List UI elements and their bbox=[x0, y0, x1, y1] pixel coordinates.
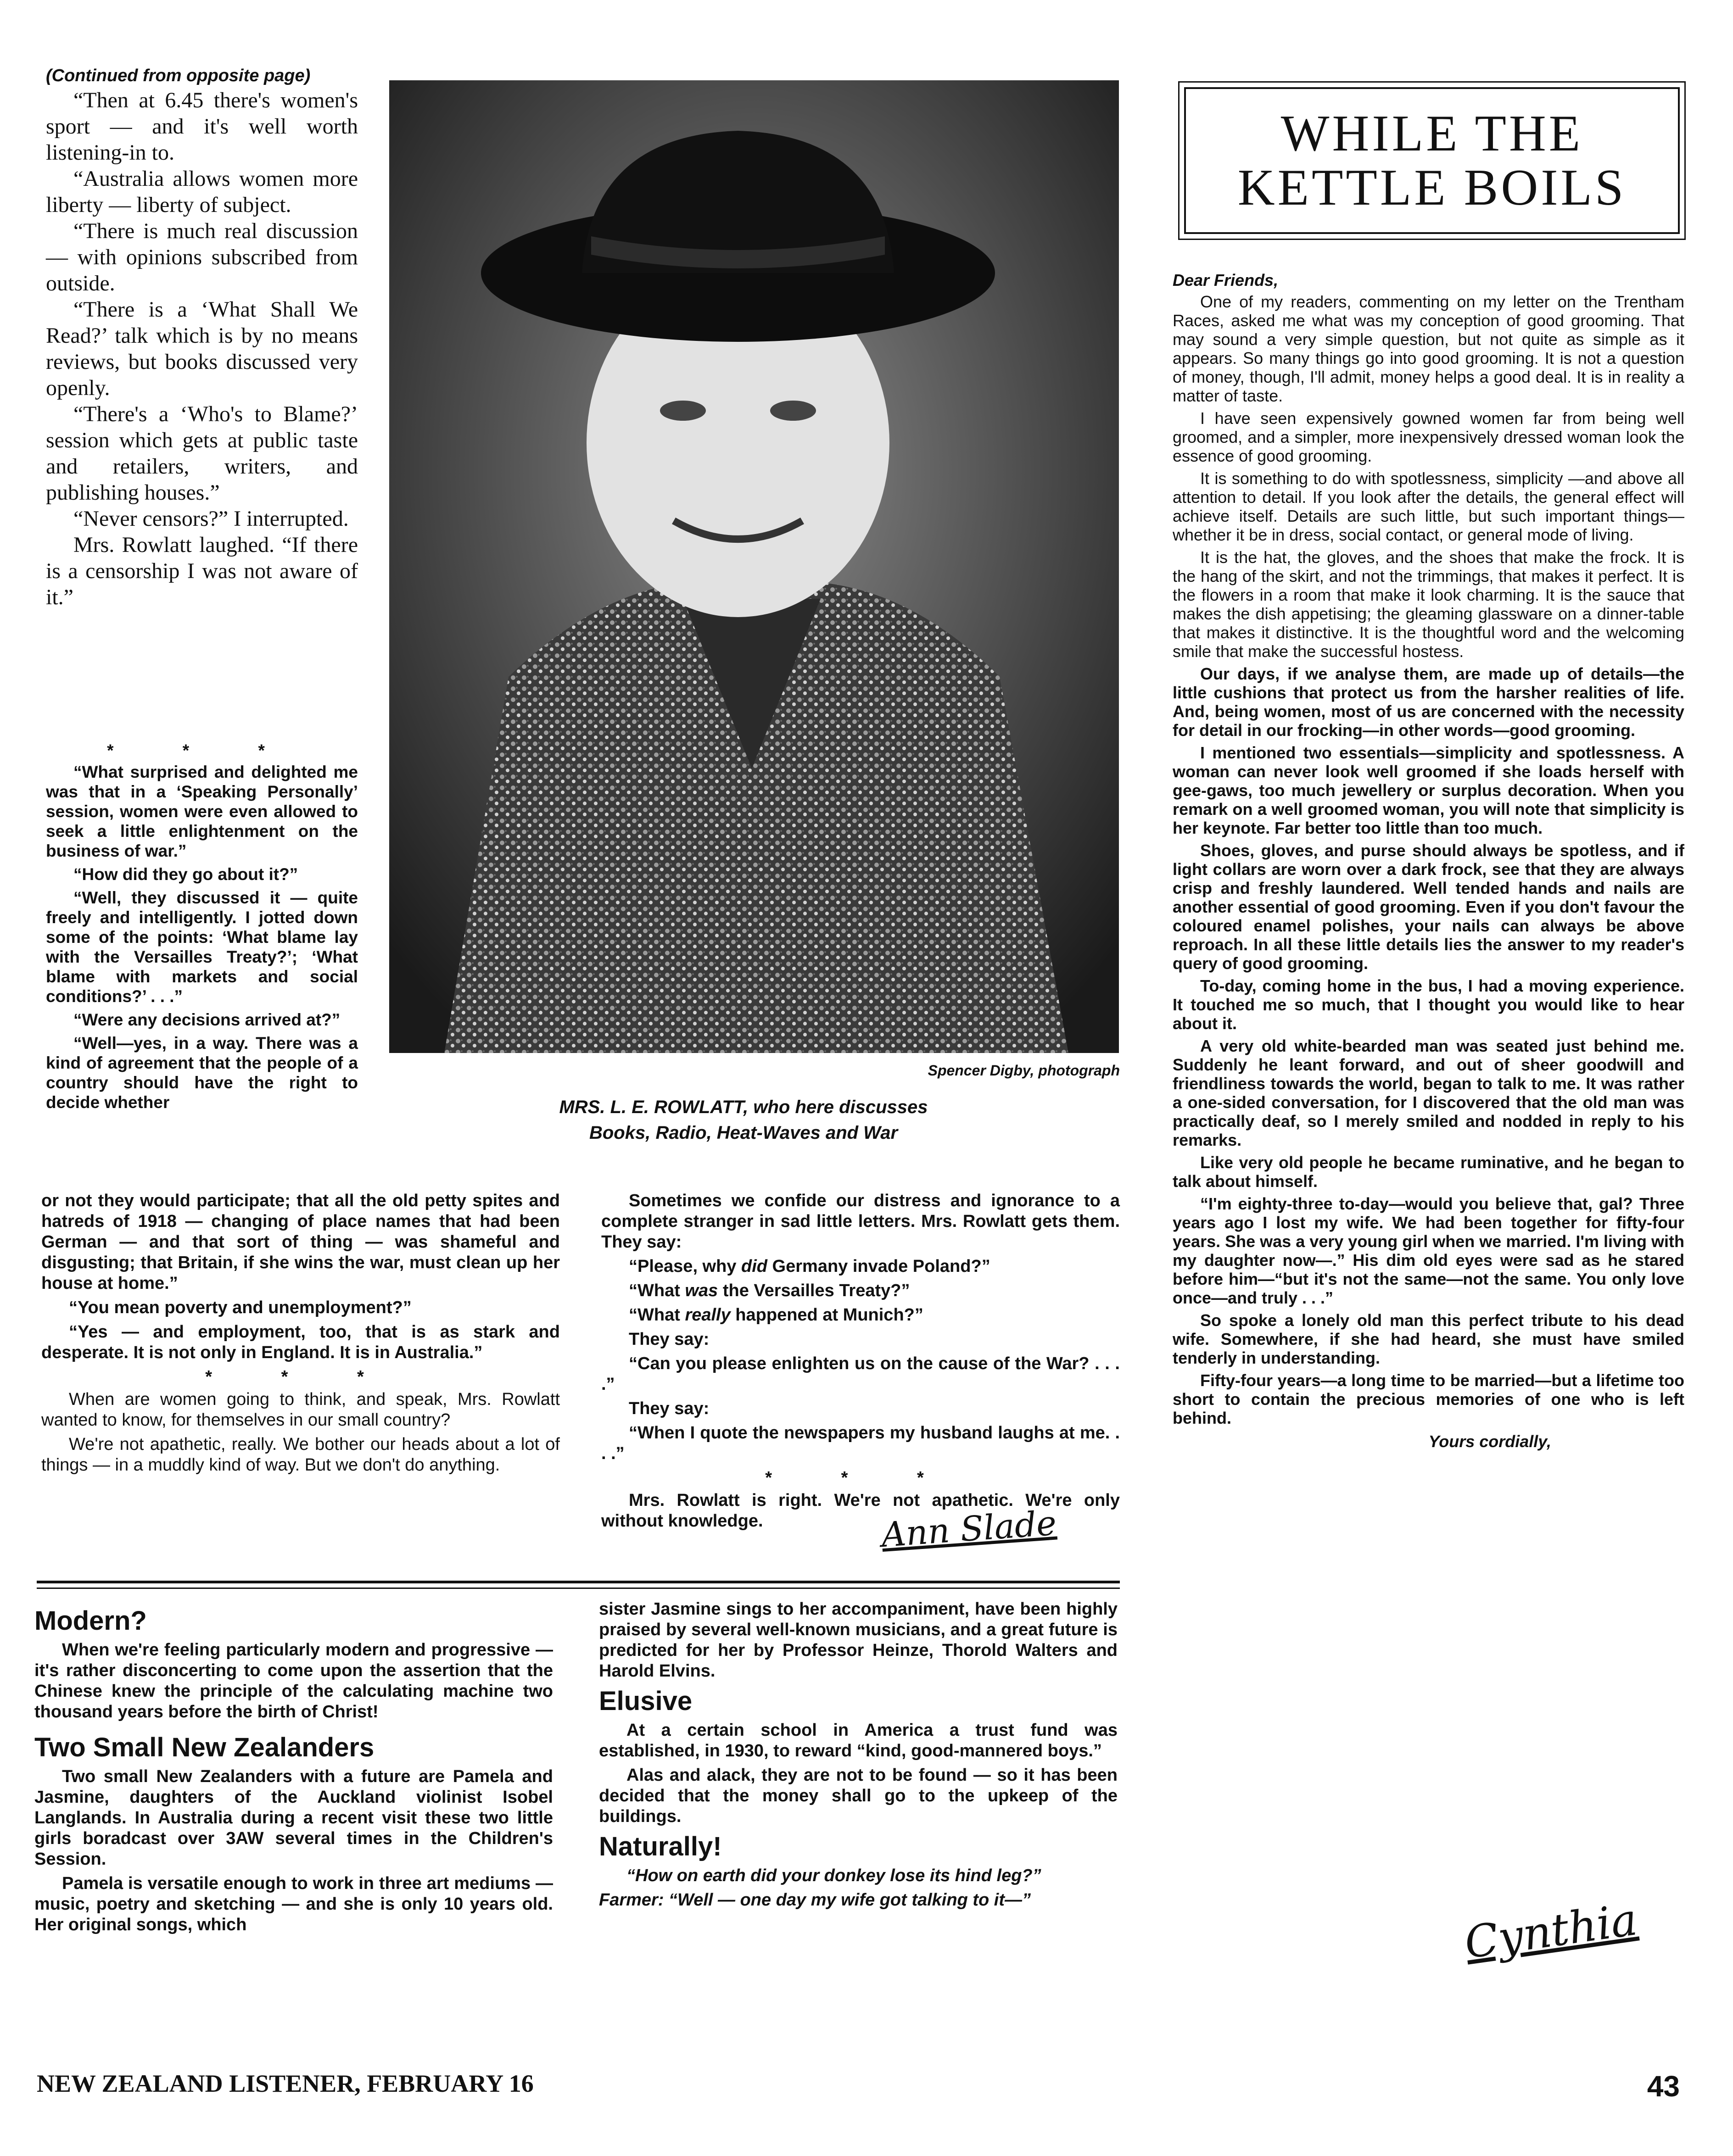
paragraph: or not they would participate; that all the old petty spites and hatreds of 1918 — changing of place names that had been German — and that sort of thing — was shameful and disgusting; that Britain, if she wins the war, must clean up her house at home.” bbox=[41, 1191, 560, 1293]
caption-line: Books, Radio, Heat-Waves and War bbox=[589, 1123, 898, 1143]
salutation: Dear Friends, bbox=[1173, 271, 1279, 290]
question: “Can you please enlighten us on the cause of the War? . . . .” bbox=[601, 1354, 1120, 1394]
paragraph: They say: bbox=[629, 1399, 710, 1418]
paragraph: Shoes, gloves, and purse should always be spotless, and if light collars are worn over a dark frock, see that they are always crisp and freshly laundered. Well tended hands and nails are another essential of good grooming. Even if you don't favour the coloured enamel polishes, your nails can always be above reproach. In all these little details lies the answer to my reader's query of good grooming. bbox=[1173, 841, 1684, 973]
paragraph: At a certain school in America a trust fund was established, in 1930, to reward “kind, good-mannered boys.” bbox=[599, 1721, 1118, 1760]
question bbox=[601, 1305, 1120, 1326]
signature-cynthia: Cynthia bbox=[1461, 1894, 1641, 1969]
paragraph: I have seen expensively gowned women far from being well groomed, and a simpler, more inexpensively dressed woman look the essence of good grooming. bbox=[1173, 409, 1684, 465]
lower-left-column bbox=[41, 1191, 560, 1479]
paragraph: To-day, coming home in the bus, I had a moving experience. It touched me so much, that I thought you would like to hear about it. bbox=[1173, 976, 1684, 1033]
kettle-boils-title-box bbox=[1184, 87, 1680, 234]
section-stars: * * * bbox=[205, 1367, 396, 1387]
question bbox=[601, 1281, 1120, 1301]
q-text: Germany invade Poland?” bbox=[767, 1257, 990, 1276]
right-column bbox=[1173, 271, 1684, 1451]
paragraph: “Were any decisions arrived at?” bbox=[73, 1010, 341, 1029]
paragraph: “How did they go about it?” bbox=[73, 865, 298, 884]
caption-line: MRS. L. E. ROWLATT, who here discusses bbox=[559, 1097, 928, 1117]
paragraph: Mrs. Rowlatt laughed. “If there is a censorship I was not aware of it.” bbox=[46, 533, 358, 609]
left-column bbox=[46, 64, 358, 610]
paragraph: “Well, they discussed it — quite freely and intelligently. I jotted down some of the points: ‘What blame lay with the Versailles Treaty?’; ‘What blame with markets and social conditions?’ . . .” bbox=[46, 888, 358, 1006]
section-divider bbox=[37, 1588, 1120, 1589]
closing: Yours cordially, bbox=[1428, 1432, 1551, 1451]
paragraph: Mrs. Rowlatt is right. We're not apathetic. We're only without knowledge. bbox=[601, 1491, 1120, 1531]
paragraph: Pamela is versatile enough to work in three art mediums — music, poetry and sketching — and she is only 10 years old. Her original songs, which bbox=[34, 1874, 553, 1934]
paragraph: “Yes — and employment, too, that is as stark and desperate. It is not only in England. It is in Australia.” bbox=[41, 1322, 560, 1362]
photo-credit: Spencer Digby, photograph bbox=[928, 1062, 1120, 1079]
paragraph: One of my readers, commenting on my letter on the Trentham Races, asked me what was my conception of good grooming. That may sound a very simple question, but not quite as simple as it appears. So many things go into good grooming. It is not a question of money, though, I'll admit, money helps a good deal. It is in reality a matter of taste. bbox=[1173, 292, 1684, 405]
paragraph: “Well—yes, in a way. There was a kind of agreement that the people of a country should have the right to decide whether bbox=[46, 1034, 358, 1112]
section-divider bbox=[37, 1581, 1120, 1583]
paragraph: We're not apathetic, really. We bother our heads about a lot of things — in a muddly kind of way. But we don't do anything. bbox=[41, 1435, 560, 1475]
page-number: 43 bbox=[1647, 2070, 1680, 2103]
paragraph: It is the hat, the gloves, and the shoes that make the frock. It is the hang of the skirt, and not the trimmings, that makes it perfect. It is the flowers in a room that make it look charming. It is the sauce that makes the dish appetising; the gleaming glassware on a dinner-table that makes it distinctive. It is the thoughtful word and the welcoming smile that make the successful hostess. bbox=[1173, 548, 1684, 661]
paragraph: “There's a ‘Who's to Blame?’ session which gets at public taste and retailers, writers, and publishing houses.” bbox=[46, 402, 358, 505]
heading-modern: Modern? bbox=[34, 1606, 147, 1636]
q-text: “What bbox=[629, 1305, 685, 1325]
bottom-middle-column bbox=[599, 1599, 1118, 1914]
paragraph: “There is much real discussion — with opinions subscribed from outside. bbox=[46, 219, 358, 295]
paragraph: When we're feeling particularly modern and progressive — it's rather disconcerting to come upon the assertion that the Chinese knew the principle of the calculating machine two thousand years before the birth of Christ! bbox=[34, 1640, 553, 1721]
left-column-bold bbox=[46, 739, 358, 1116]
signature-ann-slade: Ann Slade bbox=[880, 1503, 1058, 1555]
question bbox=[601, 1256, 1120, 1277]
portrait-photo bbox=[389, 80, 1119, 1053]
heading-two-small-new-zealanders: Two Small New Zealanders bbox=[34, 1733, 375, 1762]
paragraph: They say: bbox=[629, 1330, 710, 1349]
q-emphasis: really bbox=[685, 1305, 731, 1325]
paragraph: “You mean poverty and unemployment?” bbox=[69, 1298, 412, 1317]
continued-note: (Continued from opposite page) bbox=[46, 66, 311, 85]
q-text: the Versailles Treaty?” bbox=[718, 1281, 910, 1300]
q-text: “Please, why bbox=[629, 1257, 742, 1276]
bottom-left-column bbox=[34, 1601, 553, 1939]
photo-caption bbox=[496, 1094, 991, 1146]
paragraph: Alas and alack, they are not to be found — so it has been decided that the money shall go to the upkeep of the buildings. bbox=[599, 1766, 1118, 1826]
question: “When I quote the newspapers my husband laughs at me. . . .” bbox=[601, 1423, 1120, 1463]
paragraph: sister Jasmine sings to her accompaniment, have been highly praised by several well-known musicians, and a great future is predicted for her by Professor Heinze, Thorold Walters and Harold Elvins. bbox=[599, 1599, 1118, 1681]
paragraph: “I'm eighty-three to-day—would you believe that, gal? Three years ago I lost my wife. We had been together for fifty-four years. She was a very young girl when we married. I'm living with my daughter now—.” His dim old eyes were sad as he stared before him—“but it's not the same—not the same. You only love once—and truly . . .” bbox=[1173, 1194, 1684, 1307]
paragraph: Two small New Zealanders with a future are Pamela and Jasmine, daughters of the Auckland violinist Isobel Langlands. In Australia during a recent visit these two little girls boradcast over 3AW several times in the Children's Session. bbox=[34, 1767, 553, 1869]
portrait-illustration bbox=[389, 80, 1119, 1053]
paragraph: “There is a ‘What Shall We Read?’ talk which is by no means reviews, but books discussed very openly. bbox=[46, 297, 358, 400]
paragraph: Our days, if we analyse them, are made up of details—the little cushions that protect us from the harsher realities of life. And, being women, most of us are concerned with the necessity for detail in our frocking—in other words—good grooming. bbox=[1173, 664, 1684, 740]
paragraph: Fifty-four years—a long time to be married—but a lifetime too short to contain the precious memories of one who is left behind. bbox=[1173, 1371, 1684, 1427]
paragraph: A very old white-bearded man was seated just behind me. Suddenly he leant forward, and out of sheer goodwill and friendliness towards the world, began to talk to me. It was rather a one-sided conversation, for I discovered that the old man was practically deaf, so I merely smiled and nodded in reply to his remarks. bbox=[1173, 1036, 1684, 1149]
heading-elusive: Elusive bbox=[599, 1686, 693, 1716]
paragraph: “What surprised and delighted me was that in a ‘Speaking Personally’ session, women were even allowed to seek a little enlightenment on the business of war.” bbox=[46, 763, 358, 860]
paragraph: It is something to do with spotlessness, simplicity —and above all attention to detail. If you look after the details, the general effect will achieve itself. Details are such little, but such important things—whether it be in dress, social contact, or general mode of living. bbox=[1173, 469, 1684, 544]
q-text: “What bbox=[629, 1281, 685, 1300]
heading-naturally: Naturally! bbox=[599, 1832, 722, 1861]
paragraph: Like very old people he became ruminative, and he began to talk about himself. bbox=[1173, 1153, 1684, 1191]
paragraph: “Australia allows women more liberty — liberty of subject. bbox=[46, 167, 358, 217]
joke-line: “How on earth did your donkey lose its hind leg?” bbox=[626, 1866, 1041, 1885]
q-emphasis: was bbox=[685, 1281, 718, 1300]
masthead-footer: NEW ZEALAND LISTENER, FEBRUARY 16 bbox=[37, 2070, 534, 2097]
title-line: WHILE THE bbox=[1280, 105, 1583, 162]
section-stars: * * * bbox=[765, 1468, 956, 1487]
paragraph: I mentioned two essentials—simplicity and spotlessness. A woman can never look well groomed if she loads herself with gee-gaws, too much jewellery or surplus decoration. When you remark on a well groomed woman, you will note that simplicity is her keynote. Far better too little than too much. bbox=[1173, 743, 1684, 837]
title-line: KETTLE BOILS bbox=[1237, 159, 1627, 216]
section-stars: * * * bbox=[107, 741, 297, 760]
paragraph: Sometimes we confide our distress and ignorance to a complete stranger in sad little letters. Mrs. Rowlatt gets them. They say: bbox=[601, 1191, 1120, 1252]
q-emphasis: did bbox=[741, 1257, 767, 1276]
column-title bbox=[1184, 87, 1680, 234]
lower-middle-column bbox=[601, 1191, 1120, 1535]
paragraph: So spoke a lonely old man this perfect tribute to his dead wife. Somewhere, if she had heard, she must have smiled tenderly in understanding. bbox=[1173, 1311, 1684, 1367]
paragraph: “Then at 6.45 there's women's sport — and it's well worth listening-in to. bbox=[46, 88, 358, 165]
paragraph: When are women going to think, and speak, Mrs. Rowlatt wanted to know, for themselves in our small country? bbox=[41, 1390, 560, 1430]
paragraph: “Never censors?” I interrupted. bbox=[73, 507, 349, 531]
joke-line: Farmer: “Well — one day my wife got talking to it—” bbox=[599, 1890, 1031, 1910]
q-text: happened at Munich?” bbox=[730, 1305, 923, 1325]
